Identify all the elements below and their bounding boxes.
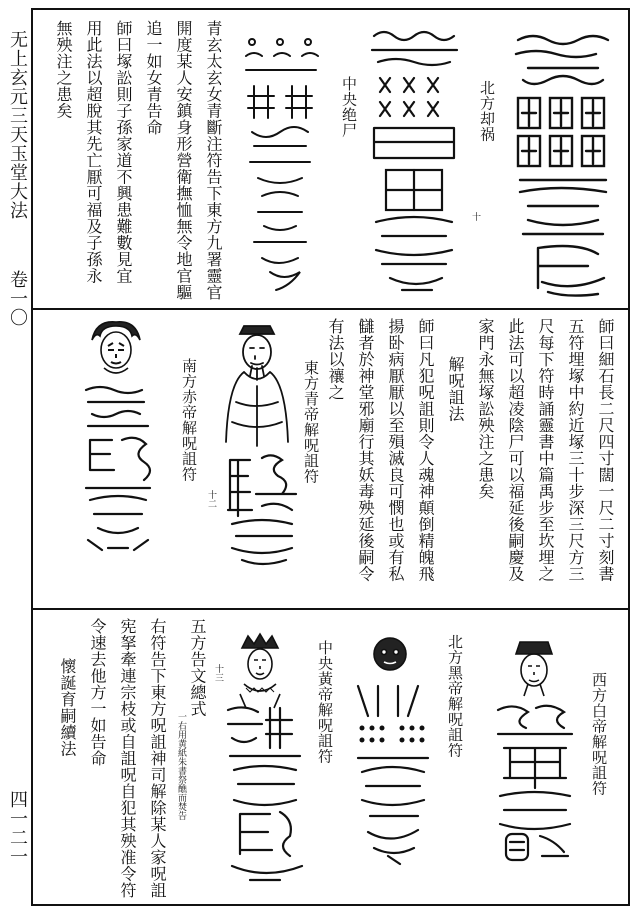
bottom-text-heading-2: 懷誕育嗣續法 bbox=[58, 658, 77, 757]
top-text-col-4: 師曰塚訟則子孫家道不興患難數見宜 bbox=[114, 20, 133, 284]
middle-text-col-10: 有法以禳之 bbox=[326, 318, 345, 401]
bottom-small-note: 一右用黄紙朱書祭醮而焚告 bbox=[176, 712, 186, 820]
volume-label: 卷一〇 bbox=[7, 270, 28, 327]
middle-number: 十二 bbox=[206, 490, 216, 508]
talisman-north-title: 北方黑帝解呪詛符 bbox=[446, 634, 464, 758]
middle-text-col-8: 揚卧病厭厭以至殞滅良可憫也或有私 bbox=[386, 318, 405, 582]
middle-text-heading: 解呪詛法 bbox=[446, 356, 465, 422]
talisman-1-number: 十 bbox=[470, 212, 480, 221]
top-text-col-5: 用此法以超脫其先亡厭可福及子孫永 bbox=[84, 20, 103, 284]
talisman-center-yellow-emperor bbox=[220, 700, 310, 890]
middle-text-col-1: 師曰細石長二尺四寸闊一尺二寸刻書 bbox=[596, 318, 615, 582]
middle-text-col-5: 家門永無塚訟殃注之患矣 bbox=[476, 318, 495, 500]
section-divider-bottom bbox=[33, 608, 628, 610]
bottom-text-col-1: 右符告下東方呪詛神司解除某人家呪詛 bbox=[148, 618, 167, 899]
talisman-center-cut-corpse bbox=[362, 22, 467, 302]
section-divider-top bbox=[33, 308, 628, 310]
bottom-text-col-3: 令速去他方一如告命 bbox=[88, 618, 107, 767]
talisman-north-black-emperor bbox=[348, 676, 438, 866]
east-deity-figure bbox=[222, 322, 292, 456]
talisman-west-title: 西方白帝解呪詛符 bbox=[590, 672, 608, 796]
talisman-north-avert-calamity bbox=[508, 20, 618, 300]
bottom-number: 十三 bbox=[213, 664, 223, 682]
talisman-top-small-seal bbox=[240, 20, 320, 300]
talisman-east-green-emperor bbox=[222, 450, 302, 570]
top-text-col-6: 無殃注之患矣 bbox=[54, 20, 73, 119]
book-title: 无上玄元三天玉堂大法 bbox=[7, 30, 28, 220]
middle-text-col-3: 尺每下符時誦靈書中篇禹步至坎埋之 bbox=[536, 318, 555, 582]
north-deity-figure bbox=[370, 632, 410, 680]
middle-text-col-4: 此法可以超凌陰尸可以福延後嗣慶及 bbox=[506, 318, 525, 582]
talisman-center-title: 中央黃帝解呪詛符 bbox=[316, 640, 334, 764]
talisman-south-red-emperor bbox=[78, 382, 158, 558]
top-text-col-2: 開度某人安鎮身形營衛撫恤無令地官驅 bbox=[174, 20, 193, 301]
middle-text-col-2: 五符埋塚中約近塚三十步深三尺方三 bbox=[566, 318, 585, 582]
page-number: 四一二一 bbox=[7, 790, 28, 866]
top-text-col-1: 青玄太玄女青斷注符告下東方九署靈官 bbox=[204, 20, 223, 301]
bottom-text-heading: 五方告文總式 bbox=[188, 618, 207, 717]
middle-text-col-9: 讎者於神堂邪廟行其妖毒殃延後嗣令 bbox=[356, 318, 375, 582]
talisman-2-title: 中央绝尸 bbox=[340, 76, 358, 138]
south-deity-figure bbox=[86, 318, 146, 384]
top-text-col-3: 追一如女青告命 bbox=[144, 20, 163, 136]
west-deity-figure bbox=[506, 640, 562, 704]
bottom-text-col-2: 宪拏牽連宗枝或自詛呪自犯其殃准令符 bbox=[118, 618, 137, 899]
talisman-east-title: 東方青帝解呪詛符 bbox=[302, 360, 320, 484]
middle-text-col-7: 師曰凡犯呪詛則令人魂神顛倒精魄飛 bbox=[416, 318, 435, 582]
talisman-1-title: 北方却祸 bbox=[478, 80, 496, 142]
talisman-south-title: 南方赤帝解呪詛符 bbox=[180, 358, 198, 482]
talisman-west-white-emperor bbox=[490, 700, 580, 870]
